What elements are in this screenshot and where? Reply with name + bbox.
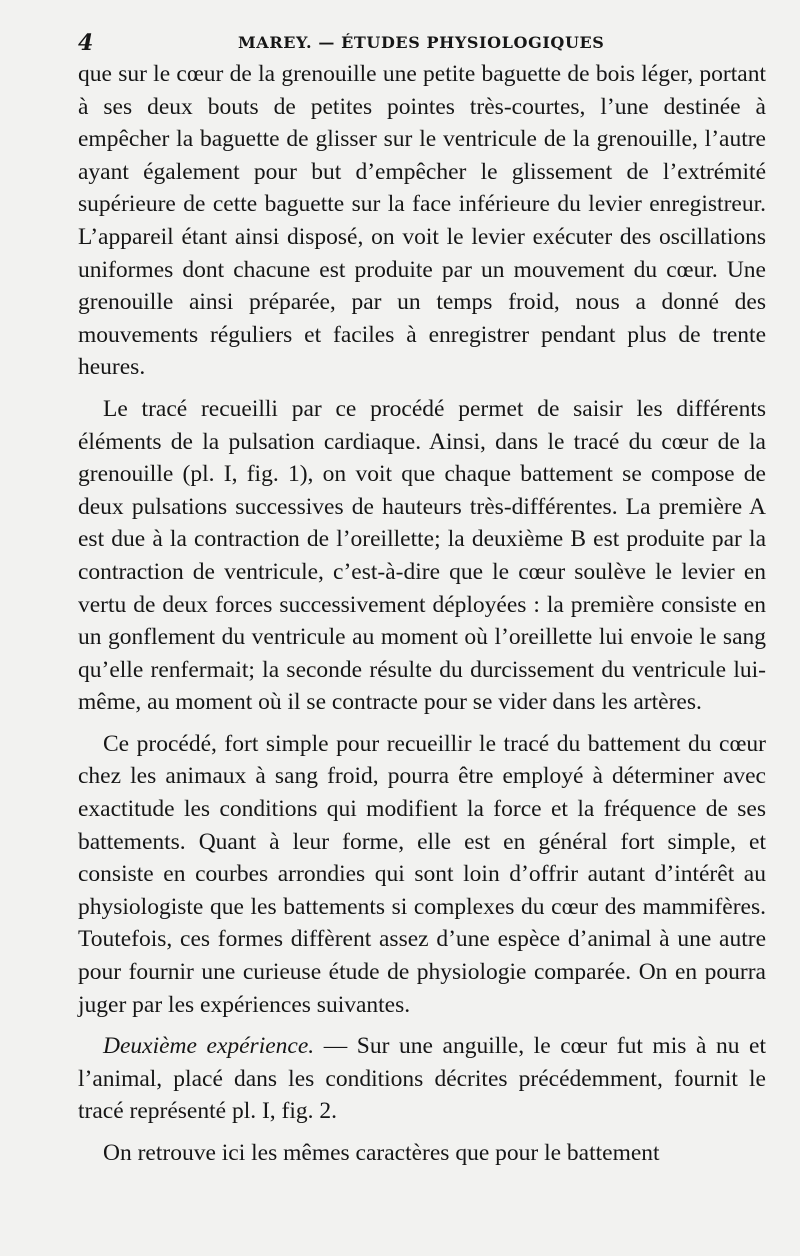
body-text bbox=[78, 58, 766, 1179]
paragraph-trace-elements: Le tracé recueilli par ce procédé permet de saisir les différents éléments de la pulsation cardiaque. Ainsi, dans le tracé du cœur de la grenouille (pl. I, fig. 1), on voit que chaque battement se compose de deux pulsations successives de hauteurs très-différentes. La première A est due à la contraction de l’oreillette; la deuxième B est produite par la contraction de ventricule, c’est-à-dire que le cœur soulève le levier en vertu de deux forces successivement déployées : la première consiste en un gonflement du ventricule au moment où l’oreillette lui envoie le sang qu’elle renfermait; la seconde résulte du durcissement du ventricule lui-même, au moment où il se contracte pour se vider dans les artères. bbox=[78, 395, 766, 716]
running-title: MAREY. — ÉTUDES PHYSIOLOGIQUES bbox=[238, 33, 605, 52]
paragraph-final: On retrouve ici les mêmes caractères que pour le battement bbox=[103, 1140, 660, 1166]
experiment-title: Deuxième expérience. bbox=[103, 1033, 315, 1060]
running-head bbox=[78, 30, 768, 56]
paragraph-continuation: que sur le cœur de la grenouille une petite baguette de bois léger, portant à ses deux bouts de petites pointes très-courtes, l’une destinée à empêcher la baguette de glisser sur le ventricule de la grenouille, l’autre ayant également pour but d’empêcher le glissement de l’extrémité supérieure de cette baguette sur la face inférieure du levier enregistreur. L’appareil étant ainsi disposé, on voit le levier exécuter des oscillations uniformes dont chacune est produite par un mouvement du cœur. Une grenouille ainsi préparée, par un temps froid, nous a donné des mouvements réguliers et faciles à enregistrer pendant plus de trente heures. bbox=[78, 61, 766, 381]
experiment-text: — Sur une anguille, le cœur fut mis à nu et l’animal, placé dans les conditions décrites précédemment, fournit le tracé représenté pl. I, fig. 2. bbox=[78, 1033, 766, 1125]
paragraph-procedure: Ce procédé, fort simple pour recueillir le tracé du battement du cœur chez les animaux à sang froid, pourra être employé à déterminer avec exactitude les conditions qui modifient la force et la fréquence de ses battements. Quant à leur forme, elle est en général fort simple, et consiste en courbes arrondies qui sont loin d’offrir autant d’intérêt au physiologiste que les battements si complexes du cœur des mammifères. Toutefois, ces formes diffèrent assez d’une espèce d’animal à une autre pour fournir une curieuse étude de physiologie comparée. On en pourra juger par les expériences suivantes. bbox=[78, 730, 766, 1018]
paragraph-second-experiment bbox=[78, 1030, 766, 1128]
page-number: 4 bbox=[78, 30, 94, 56]
